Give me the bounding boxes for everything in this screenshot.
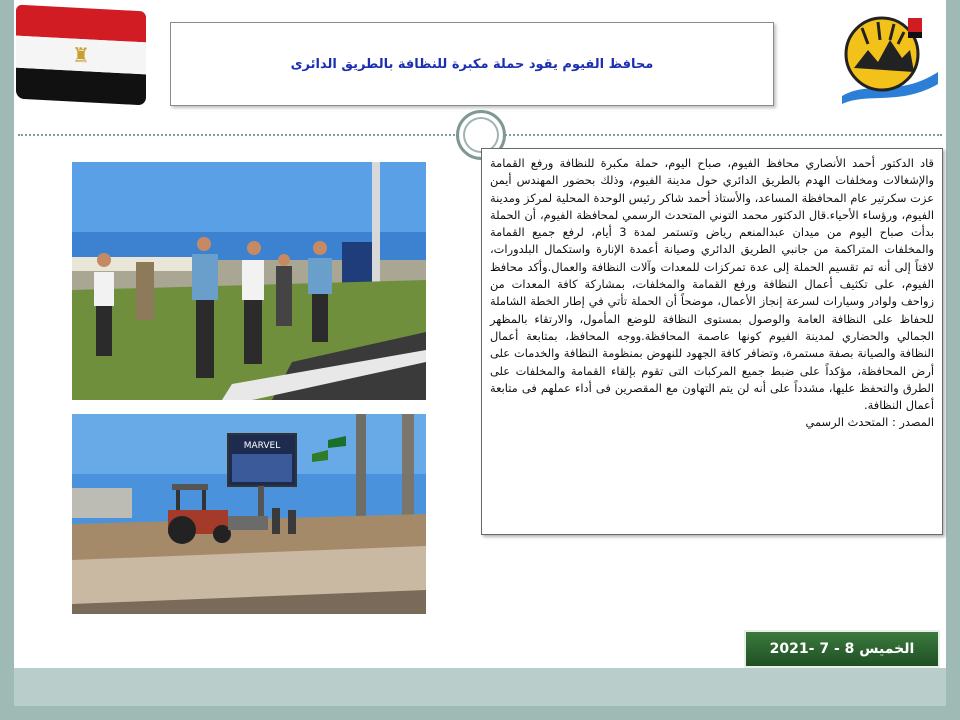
publish-date: الخميس 8 - 7 -2021 (769, 641, 915, 657)
billboard-text: MARVEL (243, 441, 281, 451)
egypt-flag-icon (16, 5, 146, 106)
headline-title: محافظ الفيوم يقود حملة مكبرة للنظافة بالطريق الدائرى (290, 56, 654, 72)
governorate-logo-icon (838, 10, 944, 106)
photo-officials (72, 162, 426, 400)
article-box (481, 148, 943, 535)
side-band-right (946, 0, 960, 720)
article-body: قاد الدكتور أحمد الأنصاري محافظ الفيوم، صباح اليوم، حملة مكبرة للنظافة ورفع القمامة والإشغالات ومخلفات الهدم بالطريق الدائري حول مدينة الفيوم، وذلك بحضور المهندس أيمن عزت سكرتير عام المحافظة المساعد، والأستاذ أحمد شاكر رئيس الوحدة المحلية لمركز ومدينة الفيوم، ورؤساء الأحياء.قال الدكتور محمد التوني المتحدث الرسمي لمحافظة الفيوم، أن الحملة بدأت صباح اليوم من ميدان عبدالمنعم رياض وتستمر لمدة 3 أيام، لرفع جميع القمامة والمخلفات المتراكمة من جانبي الطريق الدائري وصيانة أعمدة الإنارة واستكمال البلدورات، لافتاً إلى أنه تم تقسيم الحملة إلى عدة تمركزات للمعدات وآلات النظافة والعمال.وأكد محافظ الفيوم، على تكثيف أعمال النظافة ورفع القمامة والمخلفات، بمشاركة كافة المعدات من زواحف ولوادر وسيارات لسرعة إنجاز الأعمال، موضحاً أن الحملة تأتي في إطار الخطة الشاملة للحفاظ على النظافة العامة والوصول بمستوى النظافة للوضع المأمول، والارتقاء بالمظهر الجمالي والحضاري لمدينة الفيوم كونها عاصمة المحافظة.ووجه المحافظ، بمتابعة أعمال النظافة والصيانة بصفة مستمرة، وتضافر كافة الجهود للنهوض بمنظومة النظافة والخدمات على أرض المحافظة، مؤكداً على ضبط جميع المركبات التى تقوم بإلقاء القمامة والمخلفات على الطرق والتحفظ عليها، مشدداً على أنه لن يتم التهاون مع المقصرين فى أداء عملهم فى متابعة أعمال النظافة. (490, 156, 934, 413)
eagle-icon: ♜ (72, 42, 90, 68)
article-source-label: المصدر : المتحدث الرسمي (805, 415, 934, 430)
page-frame-bottom (14, 668, 946, 706)
date-badge (744, 630, 940, 668)
article-source (490, 414, 934, 431)
photo-tractor (72, 414, 426, 614)
side-band-left (0, 0, 14, 720)
headline-box (170, 22, 774, 106)
